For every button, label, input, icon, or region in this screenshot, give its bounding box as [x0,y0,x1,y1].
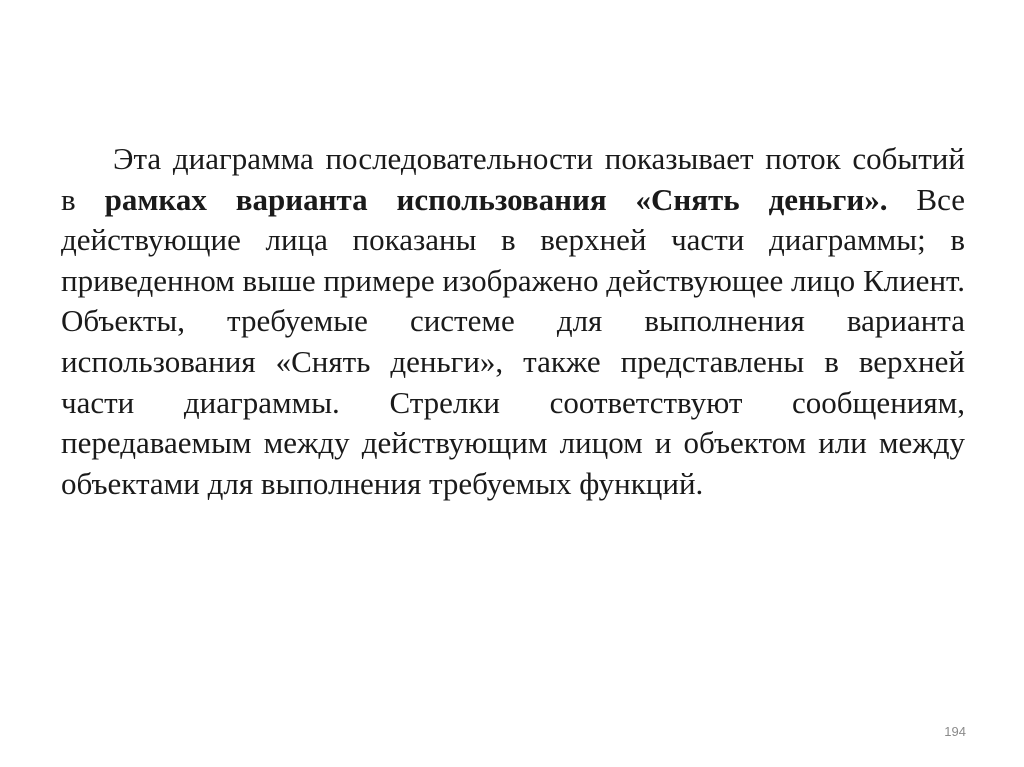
paragraph-bold-phrase: рамках варианта использования «Снять деньги». [104,181,888,217]
body-paragraph [61,139,965,504]
page-number: 194 [944,724,966,739]
paragraph-text-start: Эта диаграмма последовательности показывает поток событий в [61,141,965,217]
paragraph-text-rest: Все действующие лица показаны в верхней части диаграммы; в приведенном выше примере изображено действующее лицо Клиент. Объекты, требуемые системе для выполнения варианта использования «Снять деньги», также представлены в верхней части диаграммы. Стрелки соответствуют сообщениям, передаваемым между действующим лицом и объектом или между объектами для выполнения требуемых функций. [61,181,966,501]
